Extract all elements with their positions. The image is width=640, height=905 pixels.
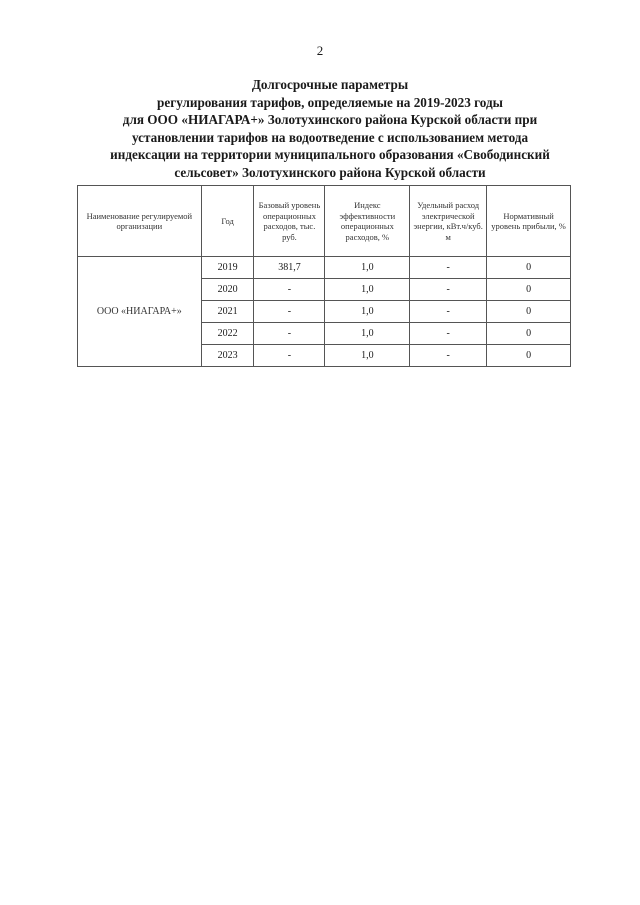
heading-line-1: Долгосрочные параметры (251, 77, 409, 92)
organization-cell: ООО «НИАГАРА+» (78, 257, 202, 367)
tariff-parameters-table (77, 185, 571, 367)
profit-cell: 0 (487, 345, 571, 367)
year-cell: 2023 (201, 345, 254, 367)
header-base-costs: Базовый уровень операционных расходов, тыс. руб. (254, 186, 325, 257)
heading-line-6: сельсовет» Золотухинского района Курской области (174, 164, 486, 180)
table-row (78, 257, 571, 279)
profit-cell: 0 (487, 323, 571, 345)
table-header-row (78, 186, 571, 257)
index-cell: 1,0 (325, 279, 410, 301)
year-cell: 2020 (201, 279, 254, 301)
header-profit-level: Нормативный уровень прибыли, % (487, 186, 571, 257)
base-cell: - (254, 345, 325, 367)
energy-cell: - (410, 279, 487, 301)
index-cell: 1,0 (325, 301, 410, 323)
energy-cell: - (410, 257, 487, 279)
heading-line-4: установлении тарифов на водоотведение с использованием метода (131, 129, 529, 145)
index-cell: 1,0 (325, 345, 410, 367)
heading-line-3: для ООО «НИАГАРА+» Золотухинского района Курской области при (122, 112, 538, 128)
year-cell: 2019 (201, 257, 254, 279)
profit-cell: 0 (487, 257, 571, 279)
index-cell: 1,0 (325, 257, 410, 279)
base-cell: - (254, 323, 325, 345)
heading-line-2: регулирования тарифов, определяемые на 2019-2023 годы (157, 94, 503, 110)
header-efficiency-index: Индекс эффективности операционных расходов, % (325, 186, 410, 257)
profit-cell: 0 (487, 279, 571, 301)
page-number: 2 (316, 43, 324, 58)
energy-cell: - (410, 345, 487, 367)
index-cell: 1,0 (325, 323, 410, 345)
energy-cell: - (410, 323, 487, 345)
base-cell: - (254, 301, 325, 323)
header-year: Год (201, 186, 254, 257)
year-cell: 2022 (201, 323, 254, 345)
base-cell: 381,7 (254, 257, 325, 279)
heading-line-5: индексации на территории муниципального образования «Свободинский (110, 147, 550, 163)
document-heading (60, 76, 600, 182)
year-cell: 2021 (201, 301, 254, 323)
header-energy-consumption: Удельный расход электрической энергии, кВт.ч/куб. м (410, 186, 487, 257)
energy-cell: - (410, 301, 487, 323)
profit-cell: 0 (487, 301, 571, 323)
base-cell: - (254, 279, 325, 301)
header-organization: Наименование регулируемой организации (78, 186, 202, 257)
